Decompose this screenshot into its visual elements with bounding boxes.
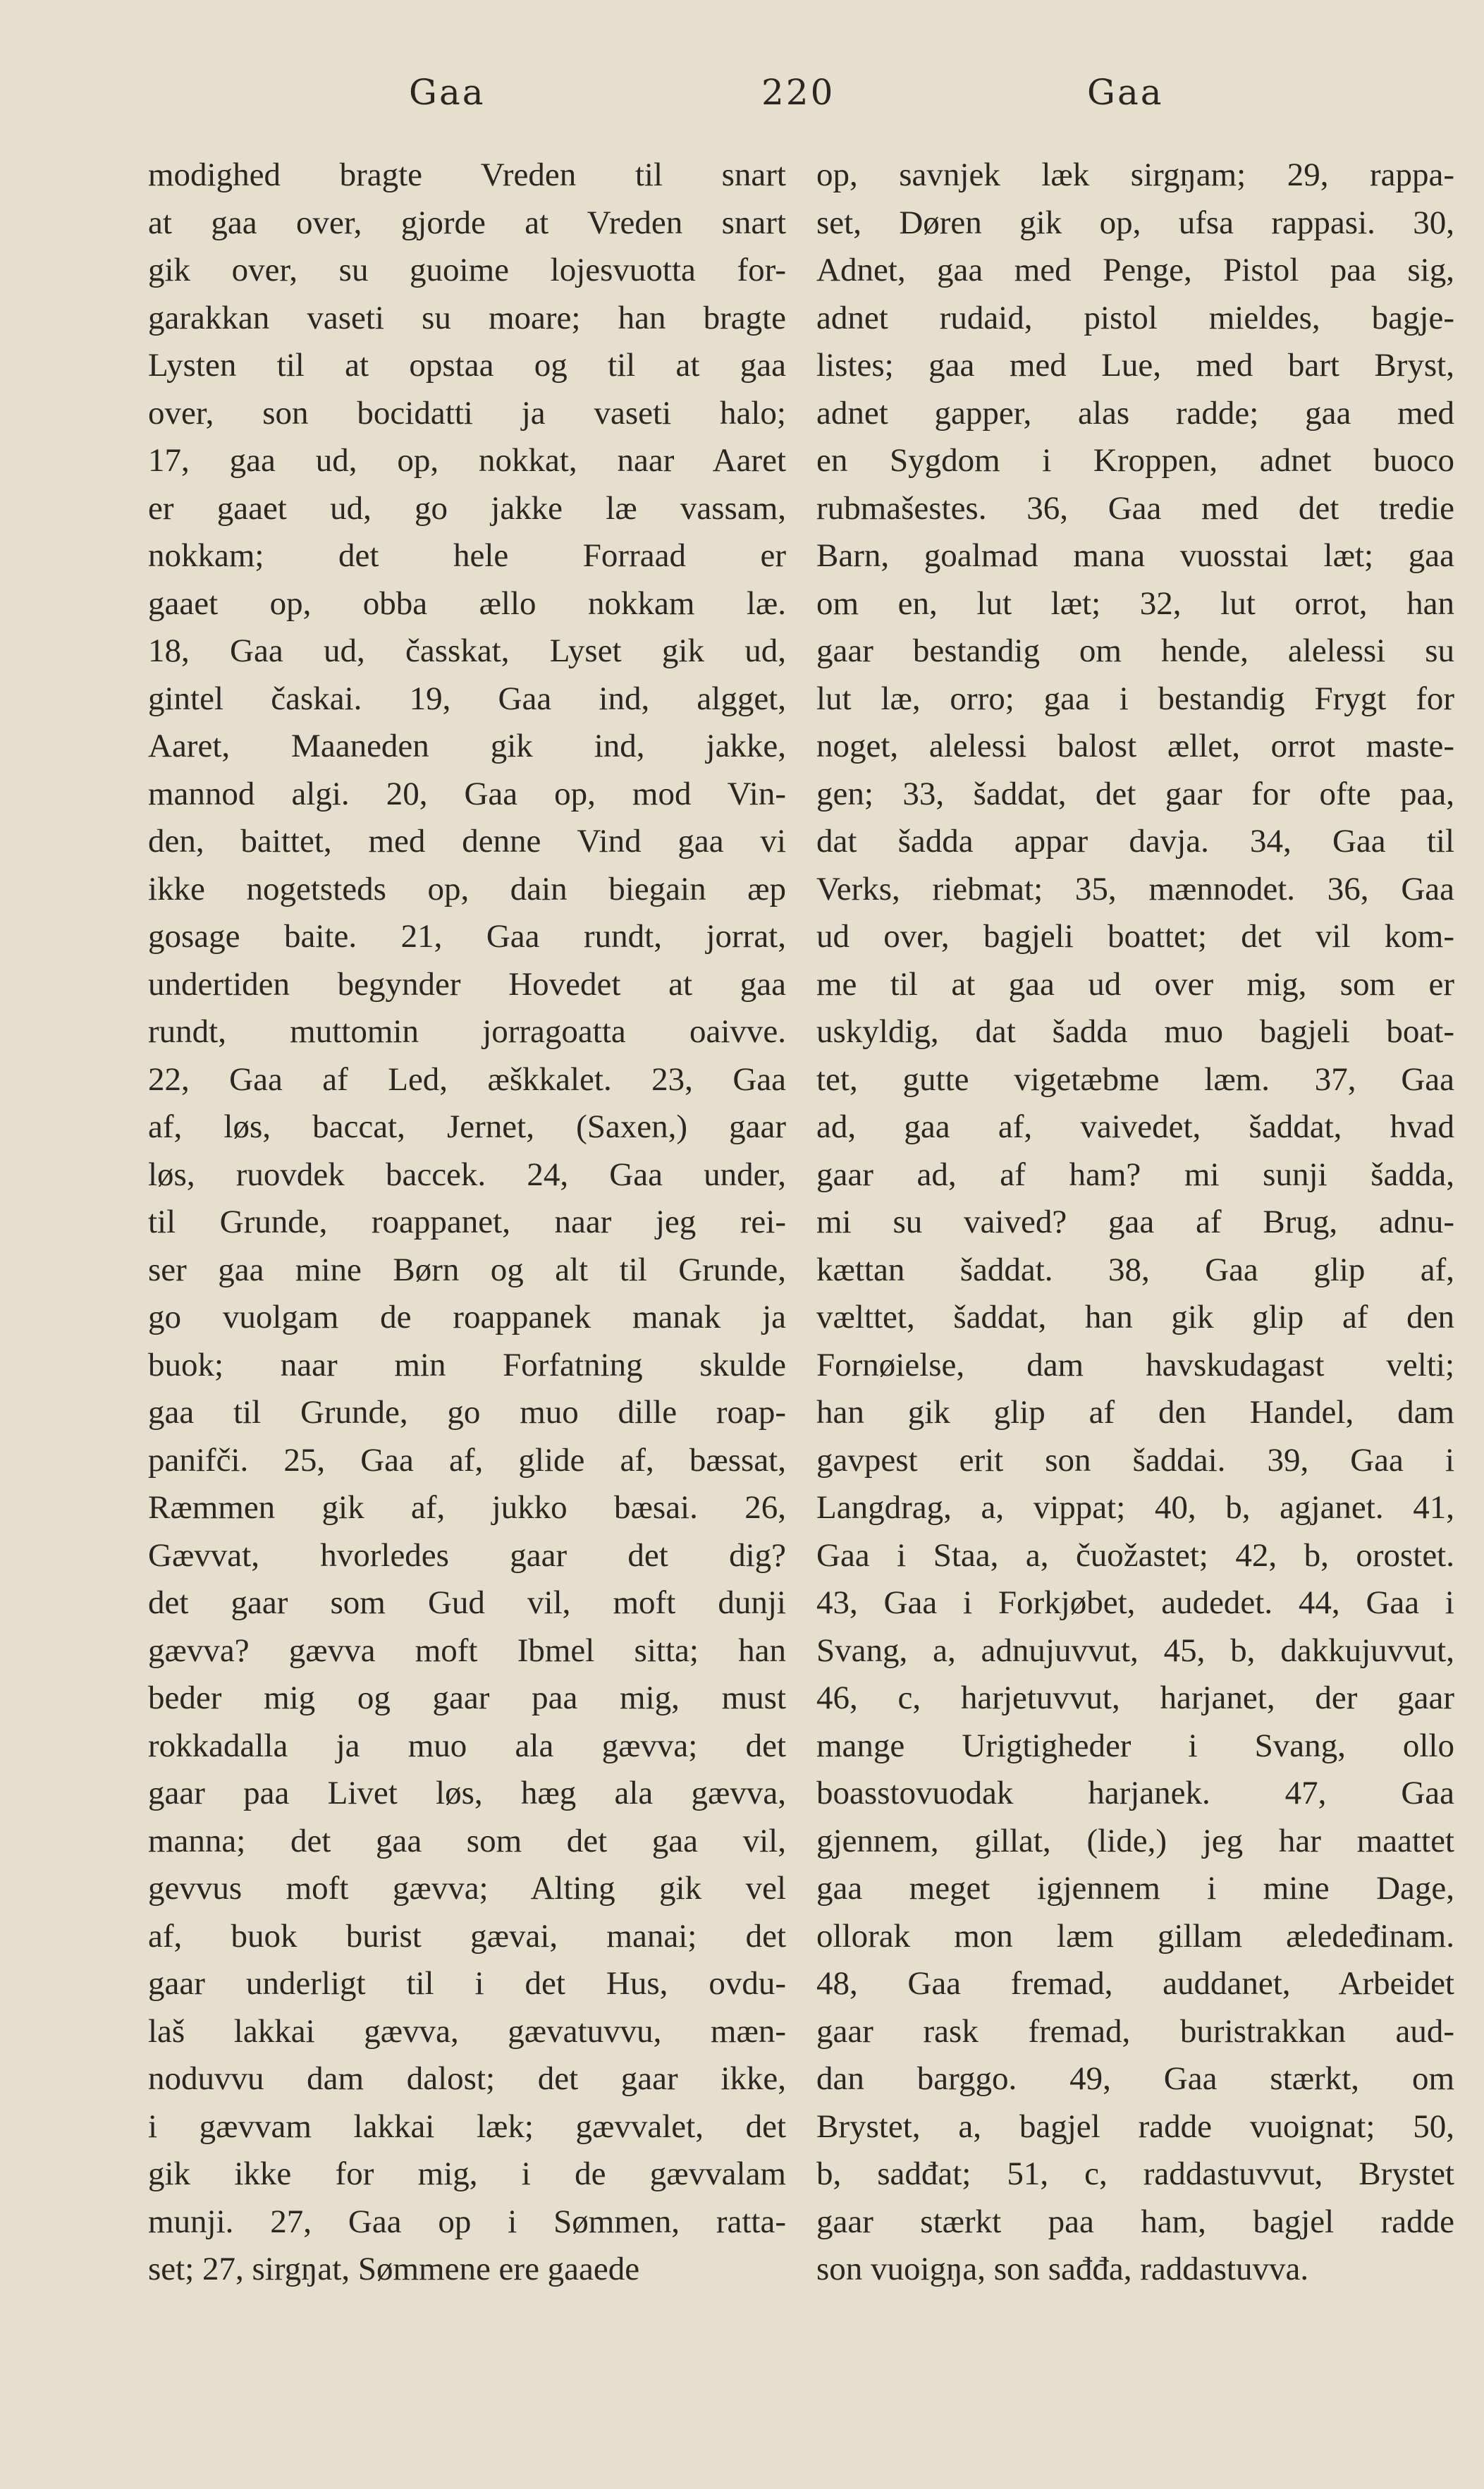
running-header (0, 72, 1484, 128)
text-line: uskyldig, dat šadda muo bagjeli boat- (816, 1013, 1454, 1050)
text-line: gosage baite. 21, Gaa rundt, jorrat, (148, 918, 786, 955)
text-line: listes; gaa med Lue, med bart Bryst, (816, 347, 1454, 384)
text-line: Langdrag, a, vippat; 40, b, agjanet. 41, (816, 1489, 1454, 1526)
text-line: gik over, su guoime lojesvuotta for- (148, 252, 786, 288)
text-line: 48, Gaa fremad, auddanet, Arbeidet (816, 1965, 1454, 2002)
text-line: nokkam; det hele Forraad er (148, 537, 786, 574)
text-line: me til at gaa ud over mig, som er (816, 965, 1454, 1003)
text-line: Fornøielse, dam havskudagast velti; (816, 1346, 1454, 1383)
text-line: gævva? gævva moft Ibmel sitta; han (148, 1632, 786, 1669)
left-column (148, 152, 786, 2294)
header-left-word: Gaa (409, 72, 486, 113)
text-line: gaar bestandig om hende, alelessi su (816, 632, 1454, 669)
text-line: ikke nogetsteds op, dain biegain æp (148, 870, 786, 907)
text-line: mange Urigtigheder i Svang, ollo (816, 1727, 1454, 1764)
text-line: manna; det gaa som det gaa vil, (148, 1822, 786, 1859)
text-line: undertiden begynder Hovedet at gaa (148, 965, 786, 1003)
text-line: i gævvam lakkai læk; gævvalet, det (148, 2108, 786, 2145)
text-line: garakkan vaseti su moare; han bragte (148, 299, 786, 336)
text-line: Lysten til at opstaa og til at gaa (148, 347, 786, 384)
page-number: 220 (761, 72, 835, 113)
text-line: dan barggo. 49, Gaa stærkt, om (816, 2060, 1454, 2097)
text-line: dat šadda appar davja. 34, Gaa til (816, 823, 1454, 860)
right-column (816, 152, 1454, 2294)
text-line: ollorak mon læm gillam æledeđinam. (816, 1917, 1454, 1955)
text-line: rubmašestes. 36, Gaa med det tredie (816, 489, 1454, 527)
header-right-word: Gaa (1087, 72, 1164, 113)
text-line: gjennem, gillat, (lide,) jeg har maattet (816, 1822, 1454, 1859)
text-line: mi su vaived? gaa af Brug, adnu- (816, 1204, 1454, 1240)
text-line: Gaa i Staa, a, čuožastet; 42, b, orostet. (816, 1536, 1454, 1574)
text-line: laš lakkai gævva, gævatuvvu, mæn- (148, 2012, 786, 2050)
text-line: gintel časkai. 19, Gaa ind, algget, (148, 680, 786, 717)
text-line: Verks, riebmat; 35, mænnodet. 36, Gaa (816, 870, 1454, 907)
text-line: modighed bragte Vreden til snart (148, 157, 786, 193)
text-line: gaaet op, obba ællo nokkam læ. (148, 585, 786, 622)
text-line: munji. 27, Gaa op i Sømmen, ratta- (148, 2203, 786, 2240)
text-line: gaar ad, af ham? mi sunji šadda, (816, 1156, 1454, 1193)
text-line: vælttet, šaddat, han gik glip af den (816, 1299, 1454, 1335)
text-line: 43, Gaa i Forkjøbet, audedet. 44, Gaa i (816, 1584, 1454, 1621)
text-line: Brystet, a, bagjel radde vuoignat; 50, (816, 2108, 1454, 2145)
text-line: ser gaa mine Børn og alt til Grunde, (148, 1251, 786, 1288)
text-line: adnet gapper, alas radde; gaa med (816, 394, 1454, 432)
text-line: mannod algi. 20, Gaa op, mod Vin- (148, 775, 786, 812)
text-line: buok; naar min Forfatning skulde (148, 1346, 786, 1383)
text-line: til Grunde, roappanet, naar jeg rei- (148, 1204, 786, 1240)
text-line: Barn, goalmad mana vuosstai læt; gaa (816, 537, 1454, 574)
text-line: lut læ, orro; gaa i bestandig Frygt for (816, 680, 1454, 717)
text-line: Gævvat, hvorledes gaar det dig? (148, 1536, 786, 1574)
text-line: er gaaet ud, go jakke læ vassam, (148, 489, 786, 527)
text-line: gaar stærkt paa ham, bagjel radde (816, 2203, 1454, 2240)
text-line: beder mig og gaar paa mig, must (148, 1680, 786, 1716)
text-line: set, Døren gik op, ufsa rappasi. 30, (816, 204, 1454, 241)
text-line: gik ikke for mig, i de gævvalam (148, 2155, 786, 2192)
text-line: 46, c, harjetuvvut, harjanet, der gaar (816, 1680, 1454, 1716)
text-line: ud over, bagjeli boattet; det vil kom- (816, 918, 1454, 955)
text-line: boasstovuodak harjanek. 47, Gaa (816, 1775, 1454, 1811)
text-line: af, løs, baccat, Jernet, (Saxen,) gaar (148, 1108, 786, 1145)
text-line: ad, gaa af, vaivedet, šaddat, hvad (816, 1108, 1454, 1145)
text-line: go vuolgam de roappanek manak ja (148, 1299, 786, 1335)
text-line: af, buok burist gævai, manai; det (148, 1917, 786, 1955)
text-line: 22, Gaa af Led, æškkalet. 23, Gaa (148, 1060, 786, 1098)
text-line: en Sygdom i Kroppen, adnet buoco (816, 442, 1454, 479)
text-line: adnet rudaid, pistol mieldes, bagje- (816, 299, 1454, 336)
text-line: noduvvu dam dalost; det gaar ikke, (148, 2060, 786, 2097)
text-line: det gaar som Gud vil, moft dunji (148, 1584, 786, 1621)
text-line: gen; 33, šaddat, det gaar for ofte paa, (816, 775, 1454, 812)
text-line: gaar paa Livet løs, hæg ala gævva, (148, 1775, 786, 1811)
text-line: om en, lut læt; 32, lut orrot, han (816, 585, 1454, 622)
text-line: gaar underligt til i det Hus, ovdu- (148, 1965, 786, 2002)
text-line: b, sadđat; 51, c, raddastuvvut, Brystet (816, 2155, 1454, 2192)
text-line: op, savnjek læk sirgŋam; 29, rappa- (816, 157, 1454, 193)
text-line: noget, alelessi balost ællet, orrot maste- (816, 728, 1454, 764)
text-line: Svang, a, adnujuvvut, 45, b, dakkujuvvut, (816, 1632, 1454, 1669)
text-line: 18, Gaa ud, časskat, Lyset gik ud, (148, 632, 786, 669)
text-line: løs, ruovdek baccek. 24, Gaa under, (148, 1156, 786, 1193)
text-line: rokkadalla ja muo ala gævva; det (148, 1727, 786, 1764)
text-line: gaa til Grunde, go muo dille roap- (148, 1394, 786, 1431)
text-line: tet, gutte vigetæbme læm. 37, Gaa (816, 1060, 1454, 1098)
text-line: rundt, muttomin jorragoatta oaivve. (148, 1013, 786, 1050)
text-line: gaar rask fremad, buristrakkan aud- (816, 2012, 1454, 2050)
text-line: gevvus moft gævva; Alting gik vel (148, 1870, 786, 1907)
text-line: kættan šaddat. 38, Gaa glip af, (816, 1251, 1454, 1288)
text-line: 17, gaa ud, op, nokkat, naar Aaret (148, 442, 786, 479)
text-line: panifči. 25, Gaa af, glide af, bæssat, (148, 1441, 786, 1479)
text-line: den, baittet, med denne Vind gaa vi (148, 823, 786, 860)
text-line: over, son bocidatti ja vaseti halo; (148, 394, 786, 432)
text-line: gaa meget igjennem i mine Dage, (816, 1870, 1454, 1907)
text-line: gavpest erit son šaddai. 39, Gaa i (816, 1441, 1454, 1479)
text-line: set; 27, sirgŋat, Sømmene ere gaaede (148, 2251, 640, 2287)
text-line: Aaret, Maaneden gik ind, jakke, (148, 728, 786, 764)
text-line: Adnet, gaa med Penge, Pistol paa sig, (816, 252, 1454, 288)
text-line: Ræmmen gik af, jukko bæsai. 26, (148, 1489, 786, 1526)
text-line: at gaa over, gjorde at Vreden snart (148, 204, 786, 241)
text-line: han gik glip af den Handel, dam (816, 1394, 1454, 1431)
text-line: son vuoigŋa, son sađđa, raddastuvva. (816, 2251, 1309, 2287)
